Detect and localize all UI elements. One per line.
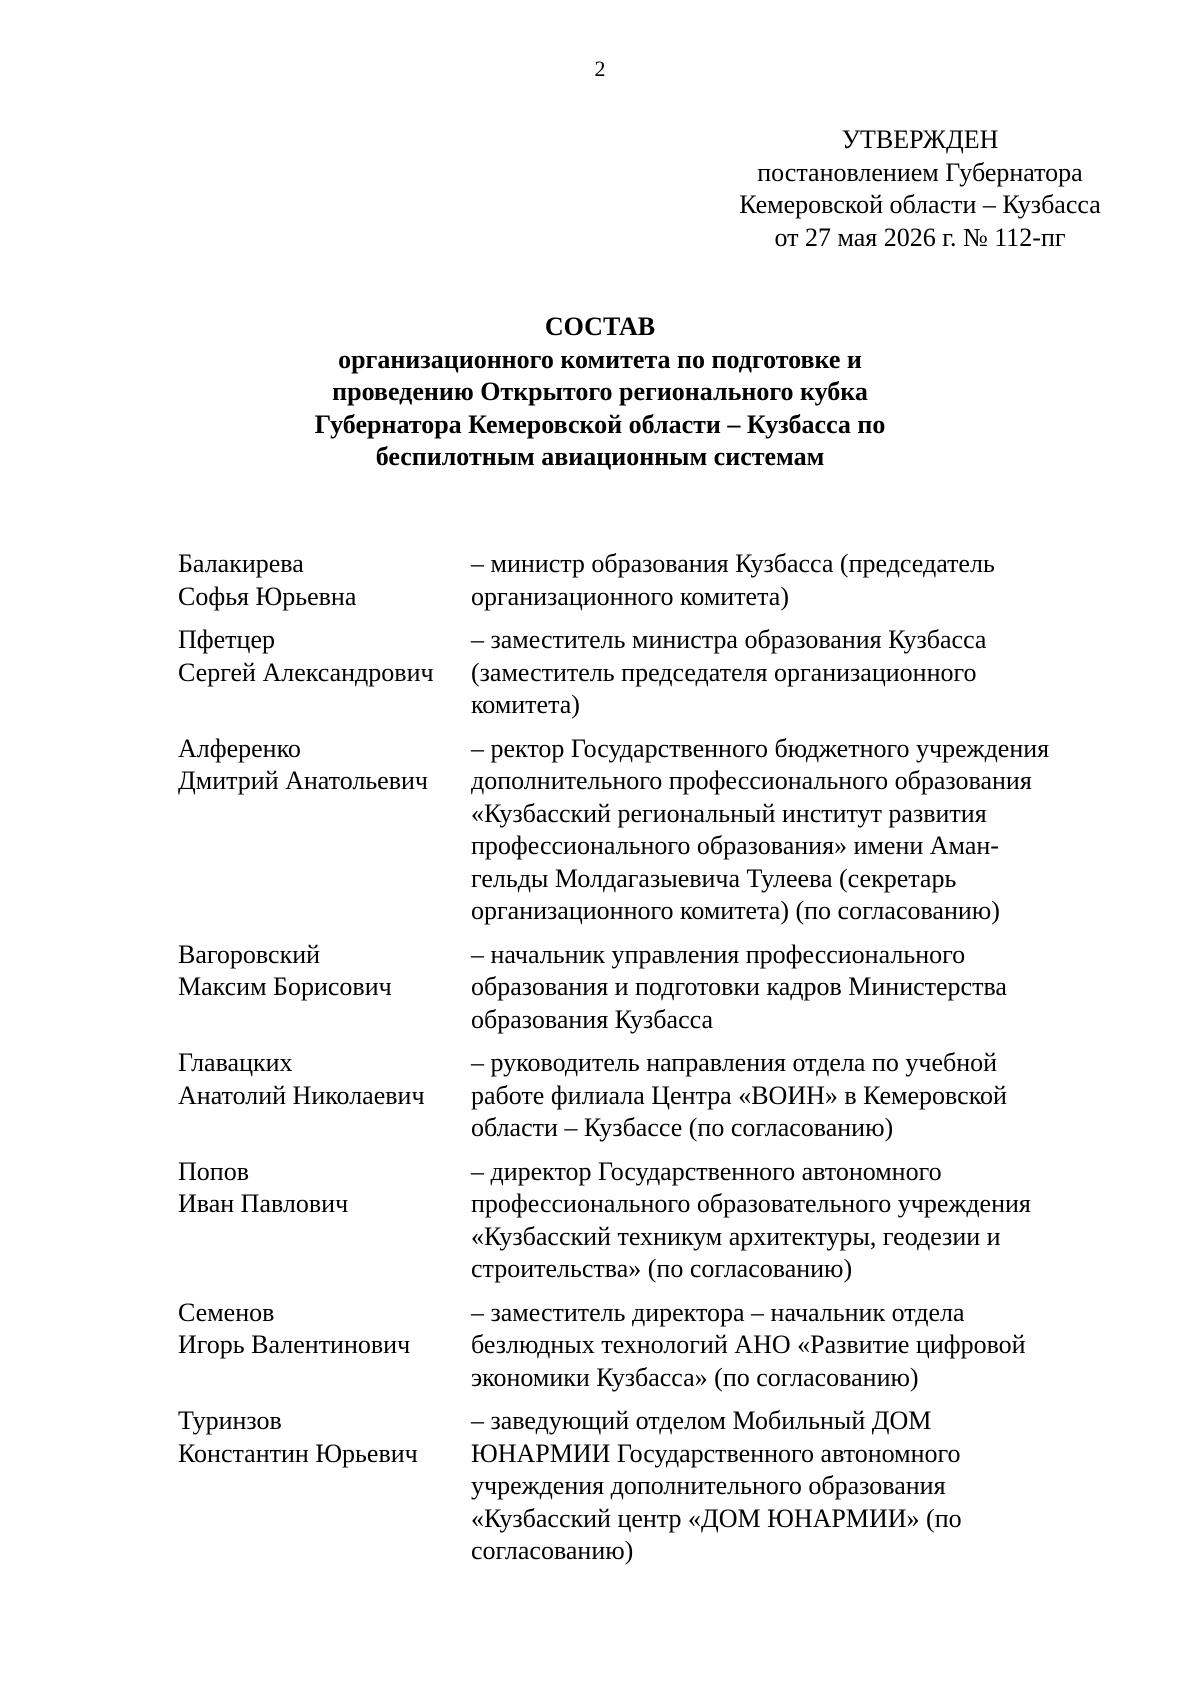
member-name [178, 1405, 471, 1568]
member-given-name: Игорь Валентинович [178, 1330, 411, 1359]
member-given-name: Константин Юрьевич [178, 1438, 418, 1468]
member-role [471, 1156, 1128, 1286]
member-surname: Туринзов [178, 1406, 282, 1435]
member-row [178, 624, 1128, 722]
member-role-line: комитета) [471, 690, 580, 719]
title-line: организационного комитета по подготовке и [338, 344, 862, 374]
member-role-line: – руководитель направления отдела по учебной [471, 1048, 998, 1077]
member-role-line: – директор Государственного автономного [471, 1156, 942, 1186]
member-row [178, 548, 1128, 613]
member-role-line: учреждения дополнительного образования [471, 1471, 946, 1500]
member-role-line: «Кузбасский региональный институт развития [471, 798, 987, 828]
member-row [178, 1156, 1128, 1286]
member-row [178, 1405, 1128, 1568]
member-role [471, 1047, 1128, 1145]
member-surname: Семенов [178, 1297, 275, 1327]
member-role [471, 733, 1128, 928]
member-role-line: «Кузбасский техникум архитектуры, геодезии и [471, 1221, 1001, 1251]
member-role-line: – заместитель министра образования Кузбасса [471, 625, 987, 654]
member-row [178, 1297, 1128, 1395]
member-surname: Главацких [178, 1048, 293, 1077]
member-role-line: профессионального образовательного учреждения [471, 1189, 1031, 1218]
member-role-line: образования Кузбасса [471, 1004, 714, 1034]
member-role-line: профессионального образования» имени Аман- [471, 831, 999, 860]
member-name [178, 733, 471, 928]
member-row [178, 1047, 1128, 1145]
approval-line: постановлением Губернатора [757, 157, 1083, 187]
member-row [178, 939, 1128, 1037]
member-given-name: Анатолий Николаевич [178, 1080, 425, 1110]
member-role-line: – заместитель директора – начальник отдела [471, 1297, 965, 1327]
member-role [471, 1297, 1128, 1395]
document-title [200, 311, 1000, 474]
member-given-name: Иван Павлович [178, 1189, 349, 1218]
member-role-line: (заместитель председателя организационного [471, 657, 977, 687]
member-role-line: гельды Молдагазыевича Тулеева (секретарь [471, 863, 957, 893]
member-role [471, 548, 1128, 613]
member-role-line: дополнительного профессионального образования [471, 766, 1032, 795]
member-row [178, 733, 1128, 928]
member-role-line: организационного комитета) (по согласованию) [471, 896, 1000, 925]
title-line: Губернатора Кемеровской области – Кузбасса по [314, 409, 886, 439]
member-name [178, 624, 471, 722]
approval-line: от 27 мая 2026 г. № 112-пг [774, 222, 1066, 252]
member-role-line: экономики Кузбасса» (по согласованию) [471, 1362, 919, 1392]
member-role-line: работе филиала Центра «ВОИН» в Кемеровской [471, 1080, 1007, 1110]
member-role-line: согласованию) [471, 1536, 634, 1565]
member-role-line: – министр образования Кузбасса (председатель [471, 549, 995, 578]
title-heading: СОСТАВ [544, 312, 656, 341]
member-role-line: «Кузбасский центр «ДОМ ЮНАРМИИ» (по [471, 1503, 962, 1533]
member-surname: Вагоровский [178, 939, 321, 969]
member-given-name: Максим Борисович [178, 972, 392, 1001]
member-given-name: Софья Юрьевна [178, 581, 357, 611]
member-role-line: ЮНАРМИИ Государственного автономного [471, 1438, 961, 1468]
member-role-line: строительства» (по согласованию) [471, 1254, 853, 1283]
page-number: 2 [594, 56, 606, 81]
member-role [471, 939, 1128, 1037]
member-role-line: – начальник управления профессионального [471, 939, 966, 969]
member-surname: Пфетцер [178, 625, 275, 654]
member-surname: Попов [178, 1156, 249, 1186]
approval-line: Кемеровской области – Кузбасса [739, 190, 1101, 219]
approval-line: УТВЕРЖДЕН [841, 125, 999, 154]
member-role [471, 624, 1128, 722]
member-name [178, 1047, 471, 1145]
member-role-line: – заведующий отделом Мобильный ДОМ [471, 1406, 932, 1435]
member-role-line: – ректор Государственного бюджетного учреждения [471, 733, 1050, 763]
member-surname: Алференко [178, 733, 301, 763]
approval-block [700, 124, 1140, 254]
member-surname: Балакирева [178, 549, 304, 578]
member-role [471, 1405, 1128, 1568]
member-role-line: области – Кузбассе (по согласованию) [471, 1113, 894, 1142]
member-name [178, 548, 471, 613]
member-name [178, 939, 471, 1037]
title-line: беспилотным авиационным системам [375, 442, 825, 471]
member-given-name: Сергей Александрович [178, 657, 434, 687]
title-line: проведению Открытого регионального кубка [332, 377, 868, 406]
member-name [178, 1156, 471, 1286]
members-list [178, 548, 1128, 1579]
member-role-line: образования и подготовки кадров Министерства [471, 972, 1007, 1001]
member-role-line: организационного комитета) [471, 581, 789, 611]
member-name [178, 1297, 471, 1395]
member-role-line: безлюдных технологий АНО «Развитие цифровой [471, 1330, 1026, 1359]
member-given-name: Дмитрий Анатольевич [178, 766, 428, 795]
